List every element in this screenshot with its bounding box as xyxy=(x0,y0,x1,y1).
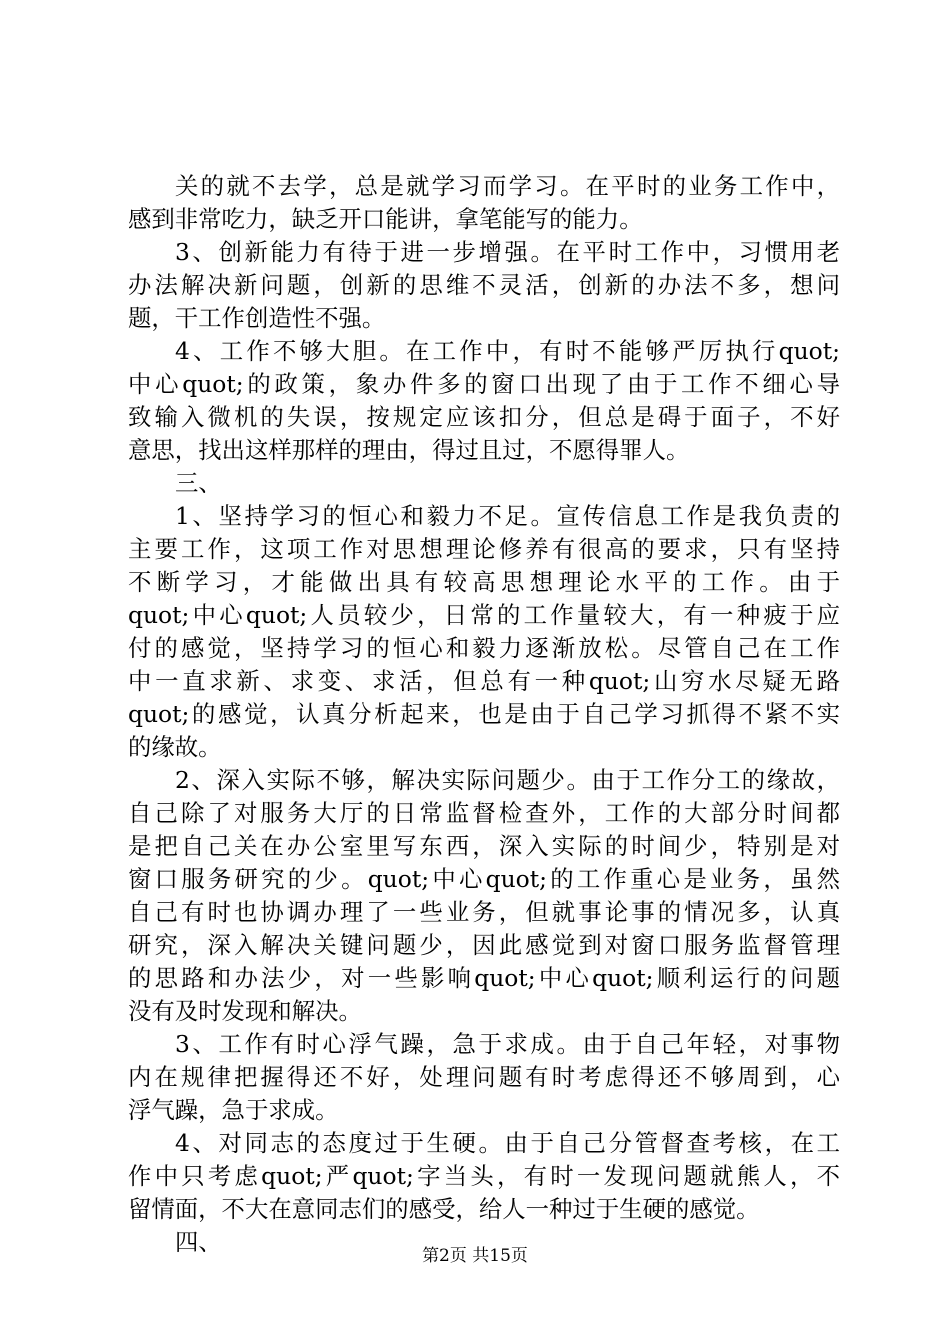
paragraph-line: 感到非常吃力，缺乏开口能讲，拿笔能写的能力。 xyxy=(128,205,643,233)
paragraph-line: 中一直求新、求变、求活，但总有一种quot;山穷水尽疑无路 xyxy=(128,667,840,695)
paragraph-line: 题，干工作创造性不强。 xyxy=(128,304,386,332)
paragraph-line: 自己除了对服务大厅的日常监督检查外，工作的大部分时间都 xyxy=(128,799,840,827)
paragraph-line: 浮气躁，急于求成。 xyxy=(128,1096,339,1124)
paragraph-first-line: 2、深入实际不够，解决实际问题少。由于工作分工的缘故， xyxy=(175,766,840,794)
paragraph-line: 的缘故。 xyxy=(128,733,222,761)
page-number-footer: 第2页 共15页 xyxy=(422,1246,528,1266)
paragraph-line: 没有及时发现和解决。 xyxy=(128,997,362,1025)
paragraph-first-line: 3、工作有时心浮气躁，急于求成。由于自己年轻，对事物 xyxy=(175,1030,840,1058)
paragraph-first-line: 3、创新能力有待于进一步增强。在平时工作中，习惯用老 xyxy=(175,238,840,266)
paragraph-line: 是把自己关在办公室里写东西，深入实际的时间少，特别是对 xyxy=(128,832,840,860)
paragraph-line: 留情面，不大在意同志们的感受，给人一种过于生硬的感觉。 xyxy=(128,1195,760,1223)
paragraph-line: 作中只考虑quot;严quot;字当头，有时一发现问题就熊人，不 xyxy=(128,1162,840,1190)
paragraph-line: 致输入微机的失误，按规定应该扣分，但总是碍于面子，不好 xyxy=(128,403,840,431)
paragraph-line: 不断学习，才能做出具有较高思想理论水平的工作。由于 xyxy=(128,568,840,596)
paragraph-line: 自己有时也协调办理了一些业务，但就事论事的情况多，认真 xyxy=(128,898,840,926)
document-body xyxy=(128,170,840,1259)
paragraph-line: 办法解决新问题，创新的思维不灵活，创新的办法不多，想问 xyxy=(128,271,840,299)
paragraph-line: 窗口服务研究的少。quot;中心quot;的工作重心是业务，虽然 xyxy=(128,865,840,893)
paragraph-line: quot;的感觉，认真分析起来，也是由于自己学习抓得不紧不实 xyxy=(128,700,840,728)
paragraph-line: 主要工作，这项工作对思想理论修养有很高的要求，只有坚持 xyxy=(128,535,840,563)
paragraph-line: 意思，找出这样那样的理由，得过且过，不愿得罪人。 xyxy=(128,436,690,464)
paragraph-line: 中心quot;的政策，象办件多的窗口出现了由于工作不细心导 xyxy=(128,370,840,398)
paragraph-line: 内在规律把握得还不好，处理问题有时考虑得还不够周到，心 xyxy=(128,1063,840,1091)
paragraph-first-line: 4、对同志的态度过于生硬。由于自己分管督查考核，在工 xyxy=(175,1129,840,1157)
paragraph-first-line: 1、坚持学习的恒心和毅力不足。宣传信息工作是我负责的 xyxy=(175,502,840,530)
paragraph-first-line: 三、 xyxy=(175,469,222,497)
paragraph-first-line: 4、工作不够大胆。在工作中，有时不能够严厉执行quot; xyxy=(175,337,840,365)
paragraph-line: 的思路和办法少，对一些影响quot;中心quot;顺利运行的问题 xyxy=(128,964,840,992)
paragraph-first-line: 四、 xyxy=(175,1228,222,1256)
paragraph-line: 研究，深入解决关键问题少，因此感觉到对窗口服务监督管理 xyxy=(128,931,840,959)
paragraph-first-line: 关的就不去学，总是就学习而学习。在平时的业务工作中， xyxy=(175,172,840,200)
paragraph-line: 付的感觉，坚持学习的恒心和毅力逐渐放松。尽管自己在工作 xyxy=(128,634,840,662)
paragraph-line: quot;中心quot;人员较少，日常的工作量较大，有一种疲于应 xyxy=(128,601,840,629)
